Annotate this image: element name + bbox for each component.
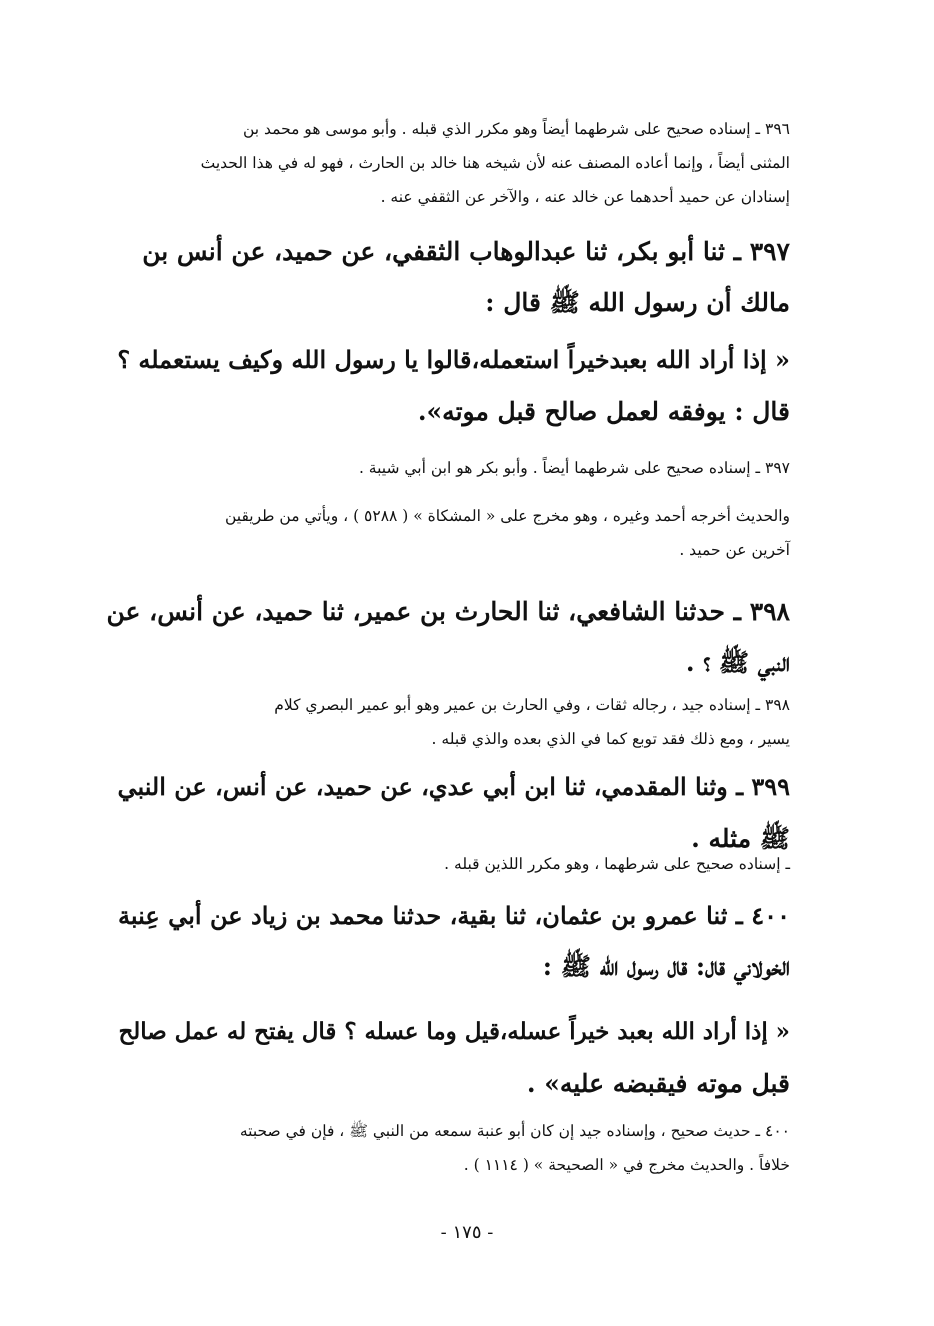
text-line: قبل موته فيقبضه عليه» . [526, 1069, 790, 1098]
text-line: قال : يوفقه لعمل صالح قبل موته». [417, 397, 790, 426]
hadith-400-matn [104, 1006, 790, 1110]
text-line: ٤٠٠ ـ حديث صحيح ، وإسناده جيد إن كان أبو عنبة سمعه من النبي ﷺ ، فإن في صحبته [239, 1122, 790, 1140]
text-line: « إذا أراد الله بعبد خيراً عسله،قيل وما عسله ؟ قال يفتح له عمل صالح [118, 1018, 790, 1045]
footnote-397 [104, 451, 790, 485]
text-line: آخرين عن حميد . [679, 541, 790, 559]
hadith-397-isnad [104, 226, 790, 328]
text-line: ٣٩٩ ـ وثنا المقدمي، ثنا ابن أبي عدي، عن حميد، عن أنس، عن النبي [117, 773, 790, 801]
page-number: - ١٧٥ - [440, 1222, 494, 1243]
text-line: إسنادان عن حميد أحدهما عن خالد عنه ، والآخر عن الثقفي عنه . [380, 188, 790, 206]
text-line: ٣٩٨ ـ إسناده جيد ، رجاله ثقات ، وفي الحارث بن عمير وهو أبو عمير البصري كلام [274, 696, 790, 714]
hadith-397-matn [104, 334, 790, 438]
text-line: النبي ﷺ ؟ . [685, 648, 790, 677]
text-line: ٤٠٠ ـ ثنا عمرو بن عثمان، ثنا بقية، حدثنا محمد بن زياد عن أبي عِنبة [118, 901, 790, 930]
text-line: ٣٩٨ ـ حدثنا الشافعي، ثنا الحارث بن عمير، ثنا حميد، عن أنس، عن [106, 597, 790, 626]
text-line: « إذا أراد الله بعبدخيراً استعمله،قالوا يا رسول الله وكيف يستعمله ؟ [117, 346, 790, 374]
text-line: ﷺ مثله . [691, 824, 790, 853]
footnote-399 [104, 847, 790, 881]
text-line: ٣٩٧ ـ ثنا أبو بكر، ثنا عبدالوهاب الثقفي، عن حميد، عن أنس بن [142, 237, 790, 266]
text-line: خلافاً . والحديث مخرج في « الصحيحة » ( ١١١٤ ) . [463, 1156, 790, 1174]
text-line: المثنى أيضاً ، وإنما أعاده المصنف عنه لأن شيخه هنا خالد بن الحارث ، فهو له في هذا الحديث [200, 154, 790, 172]
hadith-400-isnad [104, 890, 790, 992]
text-line: ٣٩٦ ـ إسناده صحيح على شرطهما أيضاً وهو مكرر الذي قبله . وأبو موسى هو محمد بن [242, 120, 790, 138]
text-line: ٣٩٧ ـ إسناده صحيح على شرطهما أيضاً . وأبو بكر هو ابن أبي شيبة . [358, 459, 790, 477]
text-line: ـ إسناده صحيح على شرطهما ، وهو مكرر اللذين قبله . [444, 855, 790, 873]
text-line: مالك أن رسول الله ﷺ قال : [485, 288, 790, 317]
footnote-398 [104, 688, 790, 756]
text-line: والحديث أخرجه أحمد وغيره ، وهو مخرج على « المشكاة » ( ٥٢٨٨ ) ، ويأتي من طريقين [224, 507, 790, 525]
text-line: يسير ، ومع ذلك فقد توبع كما في الذي بعده والذي قبله . [431, 730, 790, 748]
footnote-397-takhrij [104, 499, 790, 567]
hadith-398-isnad [104, 586, 790, 688]
text-line: الخولاني قال: قال رسول الله ﷺ : [542, 952, 790, 981]
footnote-396 [104, 112, 790, 214]
footnote-400 [104, 1114, 790, 1182]
